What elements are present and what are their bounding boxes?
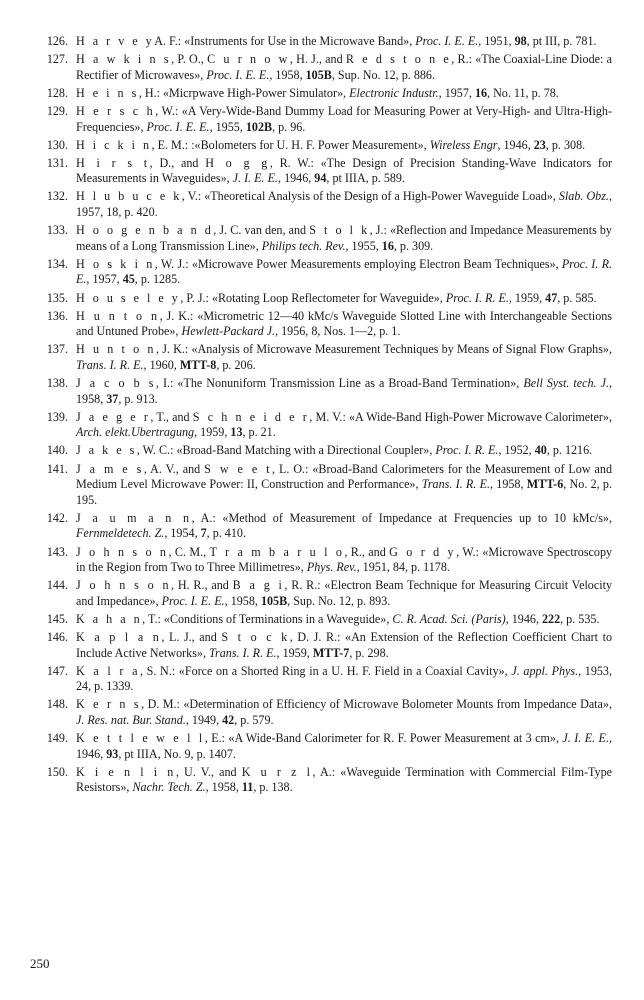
author-name: H e r s c h [76, 103, 156, 118]
journal-title: Slab. Obz. [558, 189, 609, 204]
reference-text: , 1946, [278, 171, 315, 186]
reference-text: , 1959, [194, 425, 231, 440]
reference-text: , 1951, [478, 34, 515, 48]
reference-item [28, 223, 612, 254]
reference-item [28, 630, 612, 661]
author-name: J o h n s o n [76, 578, 172, 593]
reference-item [28, 104, 612, 135]
author-name: G o r d y [389, 544, 457, 559]
author-name: H o u s e l e y [76, 290, 181, 305]
reference-item [28, 86, 612, 102]
reference-number: 136. [46, 308, 68, 323]
reference-item [28, 309, 612, 340]
volume-number: 105B [260, 593, 288, 608]
reference-item [28, 410, 612, 441]
reference-text: , A.: «Waveguide Termination with Commercial Film-Type Resistors», [76, 764, 613, 795]
journal-title: C. R. Acad. Sci. (Paris) [392, 611, 506, 626]
journal-title: Proc. I. R. E. [435, 443, 499, 458]
reference-text: , P. J.: «Rotating Loop Reflectometer for Waveguide», [180, 290, 446, 305]
reference-text: , W. J.: «Microwave Power Measurements employing Electron Beam Techniques», [154, 256, 562, 271]
reference-number: 139. [46, 409, 68, 424]
reference-text: , 1957, 18, p. 420. [76, 189, 612, 220]
reference-item [28, 765, 612, 796]
reference-text: , 1958, [76, 376, 612, 406]
reference-text: , R. W.: «The Design of Precision Standing-Wave Indicators for Measurements in Waveguides», [76, 155, 613, 186]
reference-text: , 1955, [209, 119, 246, 134]
reference-text: , H. J., and [289, 52, 346, 67]
reference-text: , W. C.: «Broad-Band Matching with a Directional Coupler», [136, 443, 436, 458]
reference-item [28, 697, 612, 728]
reference-text: , T., and [150, 409, 193, 424]
reference-text: , J. K.: «Micrometric 12—40 kMc/s Waveguide Slotted Line with Interchangeable Sections and Untuned Probe», [76, 308, 612, 339]
author-name: H u n t o n [76, 308, 160, 323]
reference-item [28, 578, 612, 609]
author-name: K i e n l i n [76, 764, 176, 779]
reference-text: , 1953, 24, p. 1339. [76, 663, 612, 694]
volume-number: MTT-6 [526, 477, 564, 492]
reference-text: A. F.: «Instruments for Use in the Microwave Band», [154, 34, 416, 48]
journal-title: Proc. I. E. E. [415, 34, 479, 48]
journal-title: Philips tech. Rev. [261, 238, 346, 253]
reference-number: 140. [46, 443, 68, 458]
journal-title: Proc. I. E. E. [161, 593, 225, 608]
reference-number: 147. [46, 663, 68, 678]
reference-number: 144. [46, 578, 68, 593]
reference-item [28, 545, 612, 576]
reference-number: 142. [46, 510, 68, 525]
reference-text: , M. V.: «A Wide-Band High-Power Microwave Calorimeter», [309, 409, 612, 424]
volume-number: 102B [245, 119, 273, 134]
reference-number: 133. [46, 223, 68, 238]
reference-text: , Sup. No. 12, p. 886. [331, 67, 435, 82]
reference-text: , p. 308. [545, 137, 586, 152]
reference-text: , 1954, [164, 526, 201, 541]
reference-text: , 1960, [143, 357, 180, 372]
reference-text: , T.: «Conditions of Terminations in a Waveguide», [142, 611, 393, 626]
reference-text: , 1952, [498, 443, 535, 458]
reference-text: , p. 579. [234, 712, 274, 727]
volume-number: 23 [533, 137, 546, 152]
reference-text: , Sup. No. 12, p. 893. [287, 593, 391, 608]
reference-text: , D., and [149, 155, 206, 170]
volume-number: 40 [534, 443, 547, 458]
reference-number: 137. [46, 342, 68, 357]
reference-text: , J. K.: «Analysis of Microwave Measurement Techniques by Means of Signal Flow Graphs», [155, 342, 612, 357]
volume-number: 93 [106, 746, 119, 761]
author-name: H a r v e y [76, 34, 155, 48]
reference-text: , 1951, 84, p. 1178. [356, 560, 450, 575]
reference-item [28, 443, 612, 459]
author-name: H o g g [205, 155, 270, 170]
reference-text: , p. 535. [560, 611, 600, 626]
volume-number: 45 [122, 272, 135, 287]
reference-list [28, 34, 612, 798]
author-name: S w e e t [204, 461, 272, 476]
reference-number: 135. [46, 290, 68, 305]
journal-title: Electronic Industr. [349, 85, 439, 100]
journal-title: Nachr. Tech. Z. [132, 780, 206, 795]
journal-title: J. Res. nat. Bur. Stand. [76, 712, 186, 727]
reference-text: , 1959, [508, 290, 546, 305]
reference-text: , H. R., and [171, 578, 233, 593]
journal-title: J. I. E. E. [232, 171, 279, 186]
reference-text: , D. J. R.: «An Extension of the Reflection Coefficient Chart to Include Active Networks», [76, 630, 612, 660]
reference-item [28, 189, 612, 220]
reference-text: , 1958, [205, 780, 242, 795]
author-name: S t o l k [309, 223, 370, 238]
reference-item [28, 34, 612, 50]
reference-text: , I.: «The Nonuniform Transmission Line as a Broad-Band Termination», [155, 376, 524, 391]
author-name: K a l r a [76, 663, 140, 678]
author-name: H i r s t [76, 155, 150, 170]
reference-text: , No. 11, p. 78. [487, 85, 559, 100]
reference-number: 143. [46, 544, 68, 559]
author-name: J o h n s o n [76, 544, 169, 559]
reference-text: , p. 96. [272, 119, 306, 134]
journal-title: Hewlett-Packard J. [181, 324, 276, 339]
author-name: S t o c k [221, 630, 290, 645]
reference-text: , W.: «Microwave Spectroscopy in the Region from Two to Three Millimetres», [76, 544, 613, 575]
reference-text: , p. 585. [557, 290, 597, 305]
reference-text: , H.: «Micrpwave High-Power Simulator», [138, 85, 350, 100]
volume-number: 16 [381, 238, 394, 253]
reference-item [28, 138, 612, 154]
volume-number: MTT-7 [312, 645, 350, 660]
author-name: K e t t l e w e l l [76, 731, 205, 746]
volume-number: 42 [222, 712, 235, 727]
author-name: J a k e s [76, 443, 137, 458]
page-number: 250 [30, 956, 50, 971]
reference-item [28, 664, 612, 695]
reference-text: , P. O., [171, 52, 208, 67]
volume-number: 105B [305, 67, 332, 82]
reference-text: , p. 206. [216, 357, 256, 372]
reference-text: , 1957, [86, 272, 123, 287]
reference-text: , p. 21. [242, 425, 276, 440]
reference-text: , p. 913. [118, 391, 158, 406]
reference-text: , p. 138. [253, 780, 293, 795]
reference-text: , J.: «Reflection and Impedance Measurements by means of a Long Transmission Line», [76, 223, 612, 253]
reference-text: , 1955, [345, 238, 382, 253]
journal-title: Proc. I. R. E. [76, 256, 613, 287]
author-name: J a c o b s [76, 376, 156, 391]
reference-text: , J. C. van den, and [213, 223, 310, 238]
reference-number: 129. [46, 103, 68, 118]
reference-text: , p. 1216. [546, 443, 593, 458]
reference-item [28, 376, 612, 407]
reference-number: 148. [46, 697, 68, 712]
author-name: R e d s t o n e [345, 52, 452, 67]
reference-text: , p. 410. [206, 526, 246, 541]
author-name: H e i n s [76, 85, 139, 100]
reference-number: 130. [46, 137, 68, 152]
reference-text: , 1946, [505, 611, 542, 626]
reference-text: , 1946, [76, 731, 612, 761]
reference-text: , R. R.: «Electron Beam Technique for Measuring Circuit Velocity and Impedance», [76, 578, 612, 608]
reference-text: , S. N.: «Force on a Shorted Ring in a U. H. F. Field in a Coaxial Cavity», [139, 663, 512, 678]
author-name: H l u b u c e k [76, 189, 182, 204]
author-name: J a e g e r [76, 409, 151, 424]
reference-number: 128. [46, 85, 68, 100]
reference-text: , No. 2, p. 195. [76, 477, 613, 507]
reference-text: , E. M.: :«Bolometers for U. H. F. Power Measurement», [151, 137, 430, 152]
reference-text: , 1958, [224, 593, 261, 608]
reference-text: , 1946, [497, 137, 534, 152]
reference-text: , A.: «Method of Measurement of Impedance at Frequencies up to 10 kMc/s», [191, 510, 612, 525]
author-name: K u r z l [241, 764, 313, 779]
volume-number: 37 [106, 391, 119, 406]
journal-title: Trans. I. R. E. [209, 645, 277, 660]
volume-number: 16 [474, 85, 488, 100]
reference-number: 127. [46, 52, 68, 67]
reference-text: , 1959, [276, 645, 313, 660]
volume-number: 94 [314, 171, 327, 186]
author-name: H i c k i n [76, 137, 152, 152]
volume-number: 98 [514, 34, 527, 48]
reference-text: , E.: «A Wide-Band Calorimeter for R. F. Power Measurement at 3 cm», [204, 731, 563, 746]
reference-text: , pt III, p. 781. [526, 34, 597, 48]
author-name: K a h a n [76, 611, 143, 626]
reference-item [28, 156, 612, 187]
reference-text: , p. 309. [393, 238, 434, 253]
reference-number: 145. [46, 611, 68, 626]
author-name: K a p l a n [76, 630, 162, 645]
journal-title: Trans. I. R. E. [421, 477, 490, 492]
volume-number: 7 [200, 526, 207, 541]
author-name: H u n t o n [76, 342, 156, 357]
reference-text: , R.: «The Coaxial-Line Diode: a Rectifier of Microwaves», [76, 52, 612, 82]
reference-item [28, 291, 612, 307]
volume-number: 11 [241, 780, 254, 795]
author-name: K e r n s [76, 697, 142, 712]
reference-item [28, 342, 612, 373]
journal-title: Fernmeldetech. Z. [76, 526, 165, 541]
reference-number: 146. [46, 630, 68, 645]
journal-title: Phys. Rev. [306, 560, 357, 575]
journal-title: Proc. I. E. E. [206, 67, 270, 82]
reference-text: , U. V., and [175, 764, 242, 779]
reference-text: , W.: «A Very-Wide-Band Dummy Load for Measuring Power at Very-High- and Ultra-High-Frequencies», [76, 103, 612, 134]
author-name: H o s k i n [76, 256, 155, 271]
reference-number: 149. [46, 731, 68, 746]
volume-number: 222 [541, 611, 561, 626]
journal-title: Wireless Engr [429, 137, 498, 152]
reference-item [28, 462, 612, 509]
reference-text: , 1949, [185, 712, 223, 727]
reference-number: 131. [46, 155, 68, 170]
journal-title: J. I. E. E. [562, 731, 609, 746]
reference-number: 141. [46, 461, 68, 476]
reference-text: , C. M., [168, 544, 210, 559]
reference-item [28, 511, 612, 542]
reference-text: , L. J., and [161, 630, 222, 645]
volume-number: 13 [230, 425, 243, 440]
reference-number: 150. [46, 764, 68, 779]
reference-text: , pt IIIA, No. 9, p. 1407. [118, 746, 236, 761]
author-name: S c h n e i d e r [192, 409, 310, 424]
reference-number: 126. [46, 34, 68, 48]
journal-title: Trans. I. R. E. [76, 357, 144, 372]
journal-title: J. appl. Phys. [511, 663, 579, 678]
author-name: T r a m b a r u l o [209, 544, 345, 559]
reference-text: , 1957, [438, 85, 475, 100]
reference-text: , V.: «Theoretical Analysis of the Design of a High-Power Waveguide Load», [181, 189, 559, 204]
reference-text: , D. M.: «Determination of Efficiency of Microwave Bolometer Mounts from Impedance Data», [141, 697, 612, 712]
journal-title: Proc. I. E. E. [146, 119, 210, 134]
reference-text: , A. V., and [143, 461, 205, 476]
reference-text: , pt IIIA, p. 589. [326, 171, 405, 186]
reference-number: 138. [46, 376, 68, 391]
author-name: C u r n o w [207, 52, 290, 67]
reference-item [28, 257, 612, 288]
reference-item [28, 612, 612, 628]
author-name: J a u m a n n [76, 510, 192, 525]
author-name: H o o g e n b a n d [76, 223, 214, 238]
reference-item [28, 52, 612, 83]
reference-text: , p. 1285. [134, 272, 181, 287]
reference-item [28, 731, 612, 762]
reference-number: 134. [46, 256, 68, 271]
reference-text: , 1958, [269, 67, 306, 82]
journal-title: Bell Syst. tech. J. [523, 376, 609, 391]
author-name: H a w k i n s [76, 52, 172, 67]
reference-text: , 1958, [490, 477, 527, 492]
author-name: J a m e s [76, 461, 144, 476]
author-name: B a g i [232, 578, 285, 593]
volume-number: MTT-8 [179, 357, 217, 372]
reference-text: , p. 298. [349, 645, 389, 660]
reference-text: , R., and [344, 544, 390, 559]
reference-number: 132. [46, 189, 68, 204]
journal-title: Proc. I. R. E. [445, 290, 509, 305]
reference-text: , L. O.: «Broad-Band Calorimeters for the Measurement of Low and Medium Level Microwave Power: II, Construction and Performance», [76, 461, 612, 492]
journal-title: Arch. elekt.Ubertragung [76, 425, 195, 440]
reference-text: , 1956, 8, Nos. 1—2, p. 1. [275, 324, 401, 339]
volume-number: 47 [545, 290, 558, 305]
